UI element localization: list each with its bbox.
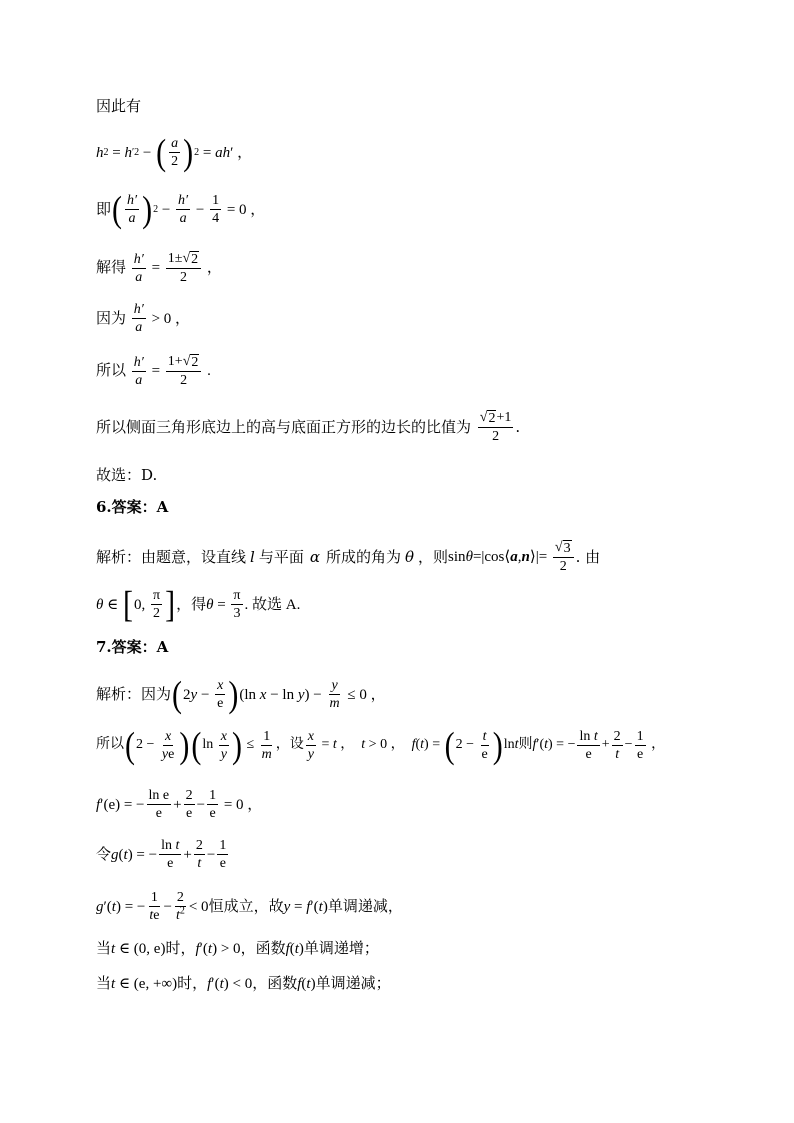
text-jiexi7: 解析：因为 xyxy=(96,686,172,703)
equation-height-relation: h 2 = h ′2 − ( $\frac{a}{2}$ ) 2 = ah ′ ， xyxy=(96,131,253,173)
equation-quadratic: 即 ( $\frac{h'}{a}$ ) 2 − $\frac{h'}{a}$ − $\frac{1}{4}$ = 0 ， xyxy=(96,188,266,230)
text-yinwei: 因为 xyxy=(96,310,127,327)
text-ling: 令 xyxy=(96,846,112,863)
line-explanation-6: 解析：由题意，设直线 l 与平面 α 所成的角为 θ ，则 sinθ=|cos⟨a,n⟩|= √ 3 2 . 由 xyxy=(96,540,601,575)
text-jiexi6c: 所成的角为 xyxy=(325,548,401,567)
text-de: ，得 xyxy=(176,596,207,613)
text-conclusion: 所以侧面三角形底边上的高与底面正方形的边长的比值为 xyxy=(96,418,472,437)
line-explanation-7: 解析：因为 ( 2 y − $\frac{x}{e}$ ) (ln x − ln y ) − $\frac{y}{m}$ ≤ 0 ， xyxy=(96,673,386,715)
text-ze: 则 xyxy=(518,737,533,753)
text-dijian: 单调递减； xyxy=(315,976,391,992)
equation-solution: 解得 $\frac{h'}{a}$ = 1± √ 2 2 ， xyxy=(96,251,222,286)
heading-answer-6 xyxy=(96,498,714,516)
text-hanshu: ，函数 xyxy=(240,941,286,957)
text-l: l xyxy=(250,548,255,567)
text-dizeng: 单调递增； xyxy=(303,941,379,957)
line-conclusion: 所以侧面三角形底边上的高与底面正方形的边长的比值为 √ 2 +1 2 . xyxy=(96,410,521,445)
text-alpha: α xyxy=(309,548,320,567)
text-ans6: 6.答案：A xyxy=(96,498,169,516)
line-substitution: 所以 ( 2 − $\frac{x}{ye}$ ) ( ln $\frac{x}{y}$ ) ≤ $\frac{1}{m}$ ，设 $\frac{x}{y}$ = t ， t > 0 ， f ( t ) = ( 2 − $\frac{t}{e}$ ) ln t 则 f ′( t ) = − $\frac{\text{ln t}}{e}$ + $\frac{2}{t}$ − $\frac{1}{e}$ ， xyxy=(96,724,666,766)
line-choice-d xyxy=(96,466,714,484)
text-theta: θ xyxy=(405,548,415,567)
text-dang: 当 xyxy=(96,941,112,957)
line-decreasing: 当 t ∈ (e, +∞) 时， f ′( t ) < 0 ，函数 f ( t ) 单调递减； xyxy=(96,976,391,992)
text-jiexi6b: 与平面 xyxy=(258,548,304,567)
text-dandiaojian: 单调递减， xyxy=(327,898,403,915)
text-suoyi: 所以 xyxy=(96,363,127,380)
heading-answer-7 xyxy=(96,638,714,656)
text-shi-2: 时， xyxy=(177,976,208,992)
equation-positive: 因为 $\frac{h'}{a}$ > 0 ， xyxy=(96,302,191,336)
equation-f-prime-e: f ′(e) = − $\frac{\text{ln e}}{e}$ + $\frac{2}{e}$ − $\frac{1}{e}$ = 0 ， xyxy=(96,788,263,822)
text-jiexi6d: ，则 xyxy=(418,548,449,567)
equation-g-prime: g ′( t ) = − $\frac{1}{te}$ − $\frac{2}{t^2}$ < 0 恒成立，故 y = f ′( t ) 单调递减， xyxy=(96,890,403,924)
text-ans7: 7.答案：A xyxy=(96,638,169,656)
equation-g-def: 令 g ( t ) = − $\frac{\text{ln t}}{e}$ + $\frac{2}{t}$ − $\frac{1}{e}$ xyxy=(96,838,227,872)
text-jiede: 解得 xyxy=(96,260,127,277)
text-therefore: 因此有 xyxy=(96,97,142,115)
line-theta-range: θ ∈ [ 0, $\frac{\pi}{2}$ ] ，得 θ = $\frac{\pi}{3}$ . 故选 A. xyxy=(96,583,301,625)
line-therefore xyxy=(96,97,714,115)
text-guxuan: 故选：D. xyxy=(96,466,158,484)
text-suoyi-2: 所以 xyxy=(96,737,124,753)
text-she: ，设 xyxy=(275,737,304,753)
text-hengchengli: 恒成立，故 xyxy=(208,898,284,915)
text-guxuanA: . 故选 A. xyxy=(244,596,301,613)
line-increasing: 当 t ∈ (0, e) 时， f ′( t ) > 0 ，函数 f ( t ) 单调递增； xyxy=(96,941,379,957)
text-shi: 时， xyxy=(165,941,196,957)
text-hanshu-2: ，函数 xyxy=(252,976,298,992)
text-ji: 即 xyxy=(96,201,112,218)
equation-result: 所以 $\frac{h'}{a}$ = 1+ √ 2 2 . xyxy=(96,354,211,389)
text-you: . 由 xyxy=(575,548,601,567)
text-jiexi6a: 解析：由题意，设直线 xyxy=(96,548,247,567)
text-dang-2: 当 xyxy=(96,976,112,992)
